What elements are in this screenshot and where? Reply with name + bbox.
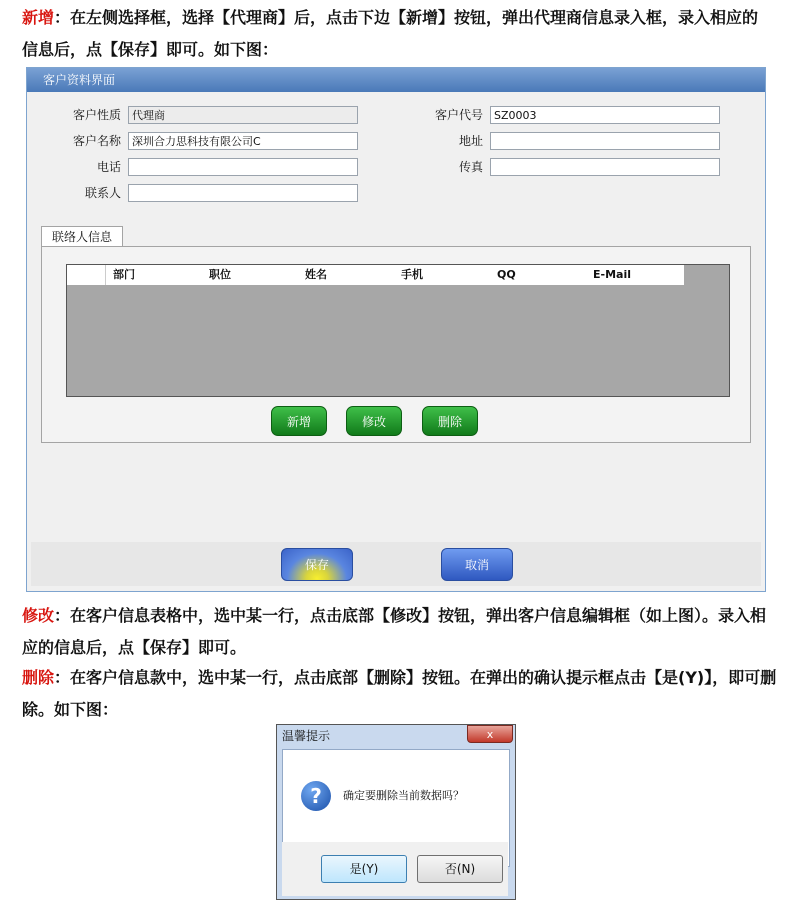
grid-row-header	[67, 265, 106, 285]
delete-text: ：在客户信息款中，选中某一行，点击底部【删除】按钮。在弹出的确认提示框点击【是(Y)】，即可删除。如下图：	[22, 668, 777, 719]
delete-button[interactable]: 删除	[422, 406, 478, 436]
intro-text: ：在左侧选择框，选择【代理商】后，点击下边【新增】按钮，弹出代理商信息录入框，录入相应的信息后，点【保存】即可。如下图：	[22, 8, 759, 59]
close-icon[interactable]: x	[467, 725, 513, 743]
customer-code-field[interactable]: SZ0003	[490, 106, 720, 124]
customer-name-field[interactable]: 深圳合力思科技有限公司C	[128, 132, 358, 150]
window-title: 客户资料界面	[27, 68, 765, 92]
fax-label: 传真	[458, 160, 483, 174]
save-button[interactable]: 保存	[281, 548, 353, 581]
contact-info-panel	[41, 246, 751, 443]
customer-type-label: 客户性质	[72, 108, 121, 122]
delete-keyword: 删除	[22, 668, 55, 687]
cancel-button[interactable]: 取消	[441, 548, 513, 581]
no-button[interactable]: 否(N)	[417, 855, 503, 883]
intro-keyword: 新增	[22, 8, 55, 27]
dialog-message: 确定要删除当前数据吗？	[343, 789, 464, 802]
phone-label: 电话	[96, 160, 121, 174]
intro-paragraph	[22, 2, 774, 66]
column-department[interactable]: 部门	[113, 268, 135, 281]
dialog-title: 温馨提示	[282, 729, 331, 743]
edit-keyword: 修改	[22, 606, 55, 625]
form-footer	[31, 542, 761, 586]
edit-button[interactable]: 修改	[346, 406, 402, 436]
contact-field[interactable]	[128, 184, 358, 202]
edit-paragraph	[22, 600, 777, 664]
column-qq[interactable]: QQ	[497, 268, 516, 281]
question-icon: ?	[301, 781, 331, 811]
customer-form-window	[26, 67, 766, 592]
customer-type-field[interactable]: 代理商	[128, 106, 358, 124]
address-field[interactable]	[490, 132, 720, 150]
column-email[interactable]: E-Mail	[593, 268, 631, 281]
add-button[interactable]: 新增	[271, 406, 327, 436]
phone-field[interactable]	[128, 158, 358, 176]
customer-code-label: 客户代号	[434, 108, 483, 122]
delete-paragraph	[22, 662, 777, 726]
tab-contact-info[interactable]: 联络人信息	[41, 226, 123, 247]
fax-field[interactable]	[490, 158, 720, 176]
yes-button[interactable]: 是(Y)	[321, 855, 407, 883]
edit-text: ：在客户信息表格中，选中某一行，点击底部【修改】按钮，弹出客户信息编辑框（如上图）。录入相应的信息后，点【保存】即可。	[22, 606, 767, 657]
column-name[interactable]: 姓名	[305, 268, 327, 281]
contact-label: 联系人	[84, 186, 121, 200]
column-position[interactable]: 职位	[209, 268, 231, 281]
confirm-dialog	[276, 724, 516, 900]
address-label: 地址	[458, 134, 483, 148]
grid-header	[67, 265, 684, 285]
customer-name-label: 客户名称	[72, 134, 121, 148]
column-mobile[interactable]: 手机	[401, 268, 423, 281]
contact-grid[interactable]	[66, 264, 730, 397]
